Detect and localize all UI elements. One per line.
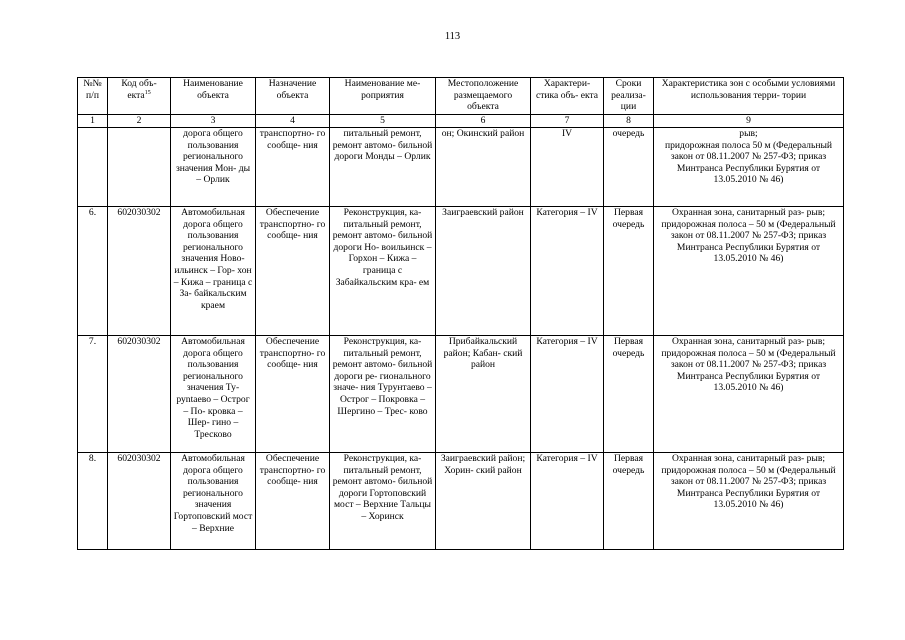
column-number: 5	[330, 115, 436, 128]
cell-purpose: Обеспечение транспортно- го сообще- ния	[256, 453, 330, 550]
cell-event: Реконструкция, ка- питальный ремонт, ремонт автомо- бильной дороги ре- гионального значе- ния Турунтаево – Острог – Покровка – Шергино – Трес- ково	[330, 336, 436, 453]
header-code-text: Код объ- екта	[121, 78, 157, 101]
table-row	[78, 336, 844, 453]
header-characteristic: Характери- стика объ- екта	[531, 78, 604, 115]
header-code	[108, 78, 171, 115]
column-number: 8	[604, 115, 654, 128]
cell-code: 602030302	[108, 336, 171, 453]
table-row	[78, 128, 844, 207]
cell-name: Автомобильная дорога общего пользования регионального значения Ново- ильинск – Гор- хон – Кижа – граница с За- байкальским краем	[171, 207, 256, 336]
cell-zones: Охранная зона, санитарный раз- рыв; придорожная полоса – 50 м (Федеральный закон от 08.11.2007 № 257-ФЗ; приказ Минтранса Республики Бурятия от 13.05.2010 № 46)	[654, 207, 844, 336]
table-row	[78, 207, 844, 336]
cell-location: Заиграевский район; Хорин- ский район	[436, 453, 531, 550]
column-number: 6	[436, 115, 531, 128]
table-row	[78, 453, 844, 550]
cell-characteristic: IV	[531, 128, 604, 207]
cell-num: 7.	[78, 336, 108, 453]
cell-terms: Первая очередь	[604, 336, 654, 453]
cell-name: дорога общего пользования регионального значения Мон- ды – Орлик	[171, 128, 256, 207]
header-name: Наименование объекта	[171, 78, 256, 115]
cell-terms: Первая очередь	[604, 453, 654, 550]
cell-zones: Охранная зона, санитарный раз- рыв; придорожная полоса – 50 м (Федеральный закон от 08.11.2007 № 257-ФЗ; приказ Минтранса Республики Бурятия от 13.05.2010 № 46)	[654, 453, 844, 550]
cell-purpose: Обеспечение транспортно- го сообще- ния	[256, 336, 330, 453]
cell-code: 602030302	[108, 453, 171, 550]
cell-location: он; Окинский район	[436, 128, 531, 207]
cell-purpose: Обеспечение транспортно- го сообще- ния	[256, 207, 330, 336]
cell-terms: очередь	[604, 128, 654, 207]
page-number: 113	[444, 31, 461, 42]
cell-characteristic: Категория – IV	[531, 453, 604, 550]
cell-event: Реконструкция, ка- питальный ремонт, ремонт автомо- бильной дороги Но- воильинск – Горхон – Кижа – граница с Забайкальским кра- ем	[330, 207, 436, 336]
objects-table	[77, 77, 844, 550]
cell-zones: Охранная зона, санитарный раз- рыв; придорожная полоса – 50 м (Федеральный закон от 08.11.2007 № 257-ФЗ; приказ Минтранса Республики Бурятия от 13.05.2010 № 46)	[654, 336, 844, 453]
header-location: Местоположение размещаемого объекта	[436, 78, 531, 115]
column-number: 2	[108, 115, 171, 128]
cell-name: Автомобильная дорога общего пользования регионального значения Ту- руntaево – Острог – По- кровка – Шер- гино – Тресково	[171, 336, 256, 453]
cell-zones: рыв; придорожная полоса 50 м (Федеральный закон от 08.11.2007 № 257-ФЗ; приказ Минтранса Республики Бурятия от 13.05.2010 № 46)	[654, 128, 844, 207]
header-terms: Сроки реализа- ции	[604, 78, 654, 115]
cell-characteristic: Категория – IV	[531, 336, 604, 453]
cell-purpose: транспортно- го сообще- ния	[256, 128, 330, 207]
header-zones: Характеристика зон с особыми условиями использования терри- тории	[654, 78, 844, 115]
header-row	[78, 78, 844, 115]
cell-name: Автомобильная дорога общего пользования регионального значения Гортоповский мост – Верхние	[171, 453, 256, 550]
column-number: 3	[171, 115, 256, 128]
column-number-row	[78, 115, 844, 128]
column-number: 7	[531, 115, 604, 128]
column-number: 9	[654, 115, 844, 128]
cell-event: питальный ремонт, ремонт автомо- бильной дороги Монды – Орлик	[330, 128, 436, 207]
cell-location: Прибайкальский район; Кабан- ский район	[436, 336, 531, 453]
cell-num: 6.	[78, 207, 108, 336]
cell-location: Заиграевский район	[436, 207, 531, 336]
header-code-footnote: 15	[144, 89, 151, 96]
cell-event: Реконструкция, ка- питальный ремонт, ремонт автомо- бильной дороги Гортоповский мост – Верхние Тальцы – Хоринск	[330, 453, 436, 550]
cell-code: 602030302	[108, 207, 171, 336]
cell-terms: Первая очередь	[604, 207, 654, 336]
column-number: 4	[256, 115, 330, 128]
column-number: 1	[78, 115, 108, 128]
cell-num: 8.	[78, 453, 108, 550]
header-event: Наименование ме- роприятия	[330, 78, 436, 115]
cell-num	[78, 128, 108, 207]
header-num: №№ п/п	[78, 78, 108, 115]
cell-code	[108, 128, 171, 207]
cell-characteristic: Категория – IV	[531, 207, 604, 336]
header-purpose: Назначение объекта	[256, 78, 330, 115]
